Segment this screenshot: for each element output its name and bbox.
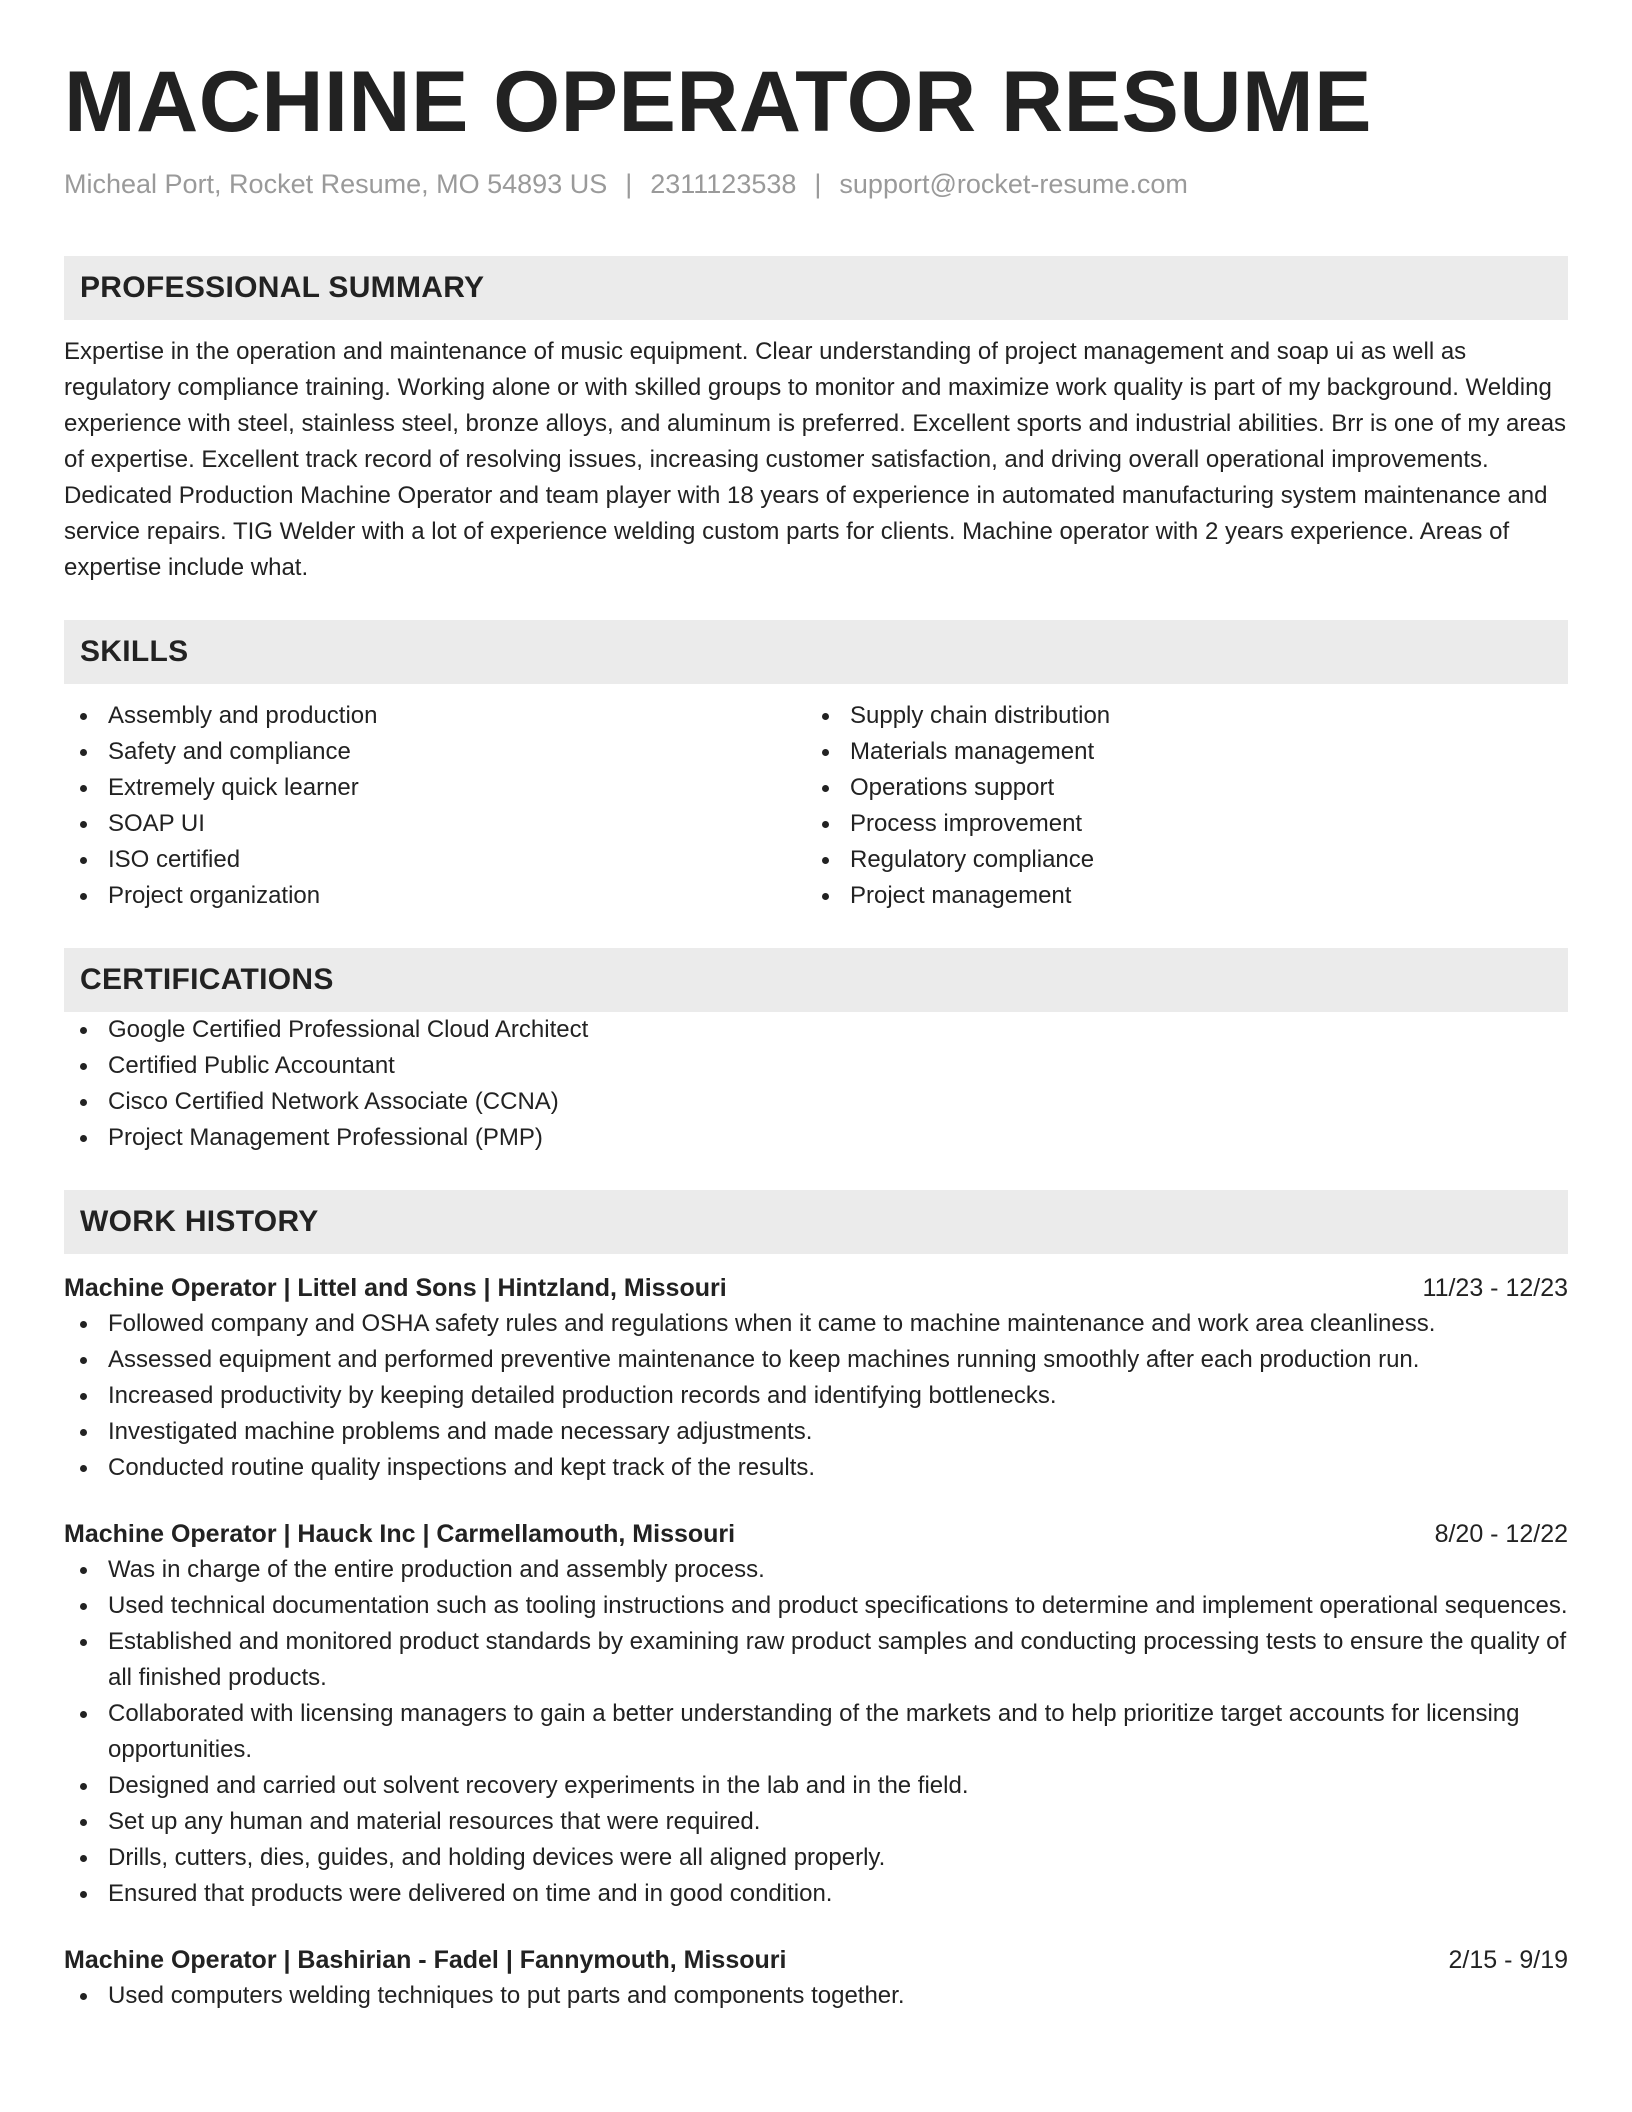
skill-item: SOAP UI — [64, 806, 806, 842]
job-dates: 11/23 - 12/23 — [1422, 1274, 1568, 1302]
job-bullets — [64, 1978, 1568, 2014]
job-bullet: Set up any human and material resources that were required. — [64, 1804, 1568, 1840]
contact-line — [64, 166, 1568, 202]
job-bullet: Increased productivity by keeping detailed production records and identifying bottlenecks. — [64, 1378, 1568, 1414]
skill-item: Operations support — [806, 770, 1548, 806]
contact-separator: | — [814, 169, 822, 199]
job-dates: 2/15 - 9/19 — [1448, 1946, 1568, 1974]
skill-item: Safety and compliance — [64, 734, 806, 770]
job-bullet: Established and monitored product standards by examining raw product samples and conducting processing tests to ensure the quality of all finished products. — [64, 1624, 1568, 1696]
certifications-list — [64, 1012, 1568, 1156]
section-header-summary: PROFESSIONAL SUMMARY — [64, 256, 1568, 320]
job-header — [64, 1516, 1568, 1552]
skill-item: Materials management — [806, 734, 1548, 770]
certification-item: Cisco Certified Network Associate (CCNA) — [64, 1084, 1568, 1120]
job-title: Machine Operator | Hauck Inc | Carmellamouth, Missouri — [64, 1520, 736, 1548]
contact-address: Micheal Port, Rocket Resume, MO 54893 US — [64, 169, 608, 199]
summary-text: Expertise in the operation and maintenance of music equipment. Clear understanding of project management and soap ui as well as regulatory compliance training. Working alone or with skilled groups to monitor and maximize work quality is part of my background. Welding experience with steel, stainless steel, bronze alloys, and aluminum is preferred. Excellent sports and industrial abilities. Brr is one of my areas of expertise. Excellent track record of resolving issues, increasing customer satisfaction, and driving overall operational improvements. Dedicated Production Machine Operator and team player with 18 years of experience in automated manufacturing system maintenance and service repairs. TIG Welder with a lot of experience welding custom parts for clients. Machine operator with 2 years experience. Areas of expertise include what. — [64, 338, 1567, 581]
job-bullet: Used technical documentation such as tooling instructions and product specifications to determine and implement operational sequences. — [64, 1588, 1568, 1624]
section-header-work-history: WORK HISTORY — [64, 1190, 1568, 1254]
job-bullets — [64, 1306, 1568, 1486]
job-bullet: Ensured that products were delivered on time and in good condition. — [64, 1876, 1568, 1912]
resume-title: MACHINE OPERATOR RESUME — [64, 54, 1372, 150]
job-bullet: Used computers welding techniques to put parts and components together. — [64, 1978, 1568, 2014]
skill-item: Project organization — [64, 878, 806, 914]
job-bullets — [64, 1552, 1568, 1912]
contact-phone: 2311123538 — [650, 169, 797, 199]
job-bullet: Assessed equipment and performed preventive maintenance to keep machines running smoothly after each production run. — [64, 1342, 1568, 1378]
job-entry — [64, 1942, 1568, 2014]
section-header-certifications: CERTIFICATIONS — [64, 948, 1568, 1012]
job-bullet: Collaborated with licensing managers to gain a better understanding of the markets and to help prioritize target accounts for licensing opportunities. — [64, 1696, 1568, 1768]
skill-item: Supply chain distribution — [806, 698, 1548, 734]
certification-item: Certified Public Accountant — [64, 1048, 1568, 1084]
skills-column-left — [64, 698, 806, 914]
skill-item: Regulatory compliance — [806, 842, 1548, 878]
job-bullet: Investigated machine problems and made necessary adjustments. — [64, 1414, 1568, 1450]
skill-item: Project management — [806, 878, 1548, 914]
job-dates: 8/20 - 12/22 — [1434, 1520, 1568, 1548]
contact-email: support@rocket-resume.com — [839, 169, 1188, 199]
job-bullet: Conducted routine quality inspections and kept track of the results. — [64, 1450, 1568, 1486]
contact-separator: | — [625, 169, 633, 199]
job-bullet: Was in charge of the entire production and assembly process. — [64, 1552, 1568, 1588]
resume-page — [64, 0, 1568, 2014]
job-bullet: Designed and carried out solvent recovery experiments in the lab and in the field. — [64, 1768, 1568, 1804]
skills-list — [64, 698, 1568, 914]
skills-column-right — [806, 698, 1548, 914]
job-title: Machine Operator | Littel and Sons | Hintzland, Missouri — [64, 1274, 727, 1302]
certification-item: Project Management Professional (PMP) — [64, 1120, 1568, 1156]
job-title: Machine Operator | Bashirian - Fadel | Fannymouth, Missouri — [64, 1946, 787, 1974]
skill-item: Assembly and production — [64, 698, 806, 734]
job-bullet: Drills, cutters, dies, guides, and holding devices were all aligned properly. — [64, 1840, 1568, 1876]
skill-item: ISO certified — [64, 842, 806, 878]
job-header — [64, 1270, 1568, 1306]
certification-item: Google Certified Professional Cloud Architect — [64, 1012, 1568, 1048]
job-entry — [64, 1516, 1568, 1912]
skill-item: Extremely quick learner — [64, 770, 806, 806]
section-header-skills: SKILLS — [64, 620, 1568, 684]
job-header — [64, 1942, 1568, 1978]
skill-item: Process improvement — [806, 806, 1548, 842]
job-bullet: Followed company and OSHA safety rules and regulations when it came to machine maintenance and work area cleanliness. — [64, 1306, 1568, 1342]
job-entry — [64, 1270, 1568, 1486]
